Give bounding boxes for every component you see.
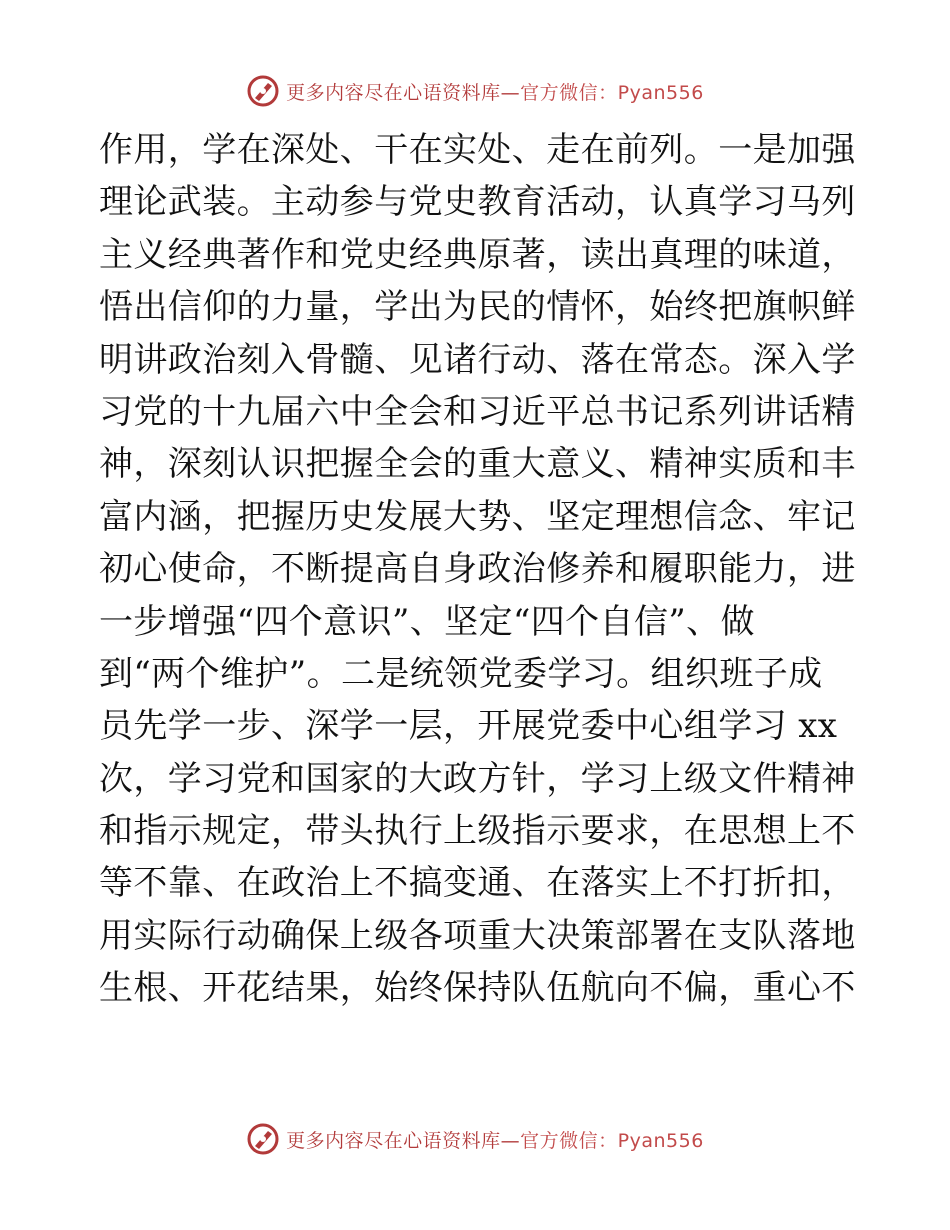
logo-icon [246, 74, 280, 108]
body-line: 主义经典著作和党史经典原著，读出真理的味道， [99, 234, 856, 275]
logo-icon [246, 1122, 280, 1156]
header-banner [0, 74, 950, 108]
body-line: 理论武装。主动参与党史教育活动，认真学习马列 [99, 182, 856, 223]
body-line: 和指示规定，带头执行上级指示要求，在思想上不 [99, 811, 856, 852]
body-line: 作用，学在深处、干在实处、走在前列。一是加强 [99, 130, 856, 170]
body-line: 生根、开花结果，始终保持队伍航向不偏，重心不 [99, 968, 856, 1009]
footer-banner-title: 更多内容尽在心语资料库— [286, 1129, 521, 1152]
body-line: 员先学一步、深学一层，开展党委中心组学习 xx [99, 706, 838, 747]
body-line: 神，深刻认识把握全会的重大意义、精神实质和丰 [99, 444, 856, 485]
body-line: 富内涵，把握历史发展大势、坚定理想信念、牢记 [99, 496, 856, 537]
header-banner-title: 更多内容尽在心语资料库— [286, 81, 521, 104]
footer-banner-text [286, 1126, 704, 1153]
footer-banner-contact: 官方微信：Pyan556 [520, 1129, 704, 1152]
body-line: 一步增强“四个意识”、坚定“四个自信”、做 [99, 601, 755, 642]
body-line: 悟出信仰的力量，学出为民的情怀，始终把旗帜鲜 [99, 287, 856, 328]
body-line: 等不靠、在政治上不搞变通、在落实上不打折扣， [99, 863, 856, 904]
header-banner-contact: 官方微信：Pyan556 [520, 81, 704, 104]
body-line: 初心使命，不断提高自身政治修养和履职能力，进 [99, 549, 856, 590]
body-line: 明讲政治刻入骨髓、见诸行动、落在常态。深入学 [99, 339, 856, 380]
body-line: 到“两个维护”。二是统领党委学习。组织班子成 [99, 653, 823, 694]
header-banner-text [286, 78, 704, 105]
footer-banner [0, 1122, 950, 1156]
body-line: 次，学习党和国家的大政方针，学习上级文件精神 [99, 758, 856, 799]
document-body [99, 124, 859, 1015]
body-line: 习党的十九届六中全会和习近平总书记系列讲话精 [99, 391, 856, 432]
body-line: 用实际行动确保上级各项重大决策部署在支队落地 [99, 915, 856, 956]
